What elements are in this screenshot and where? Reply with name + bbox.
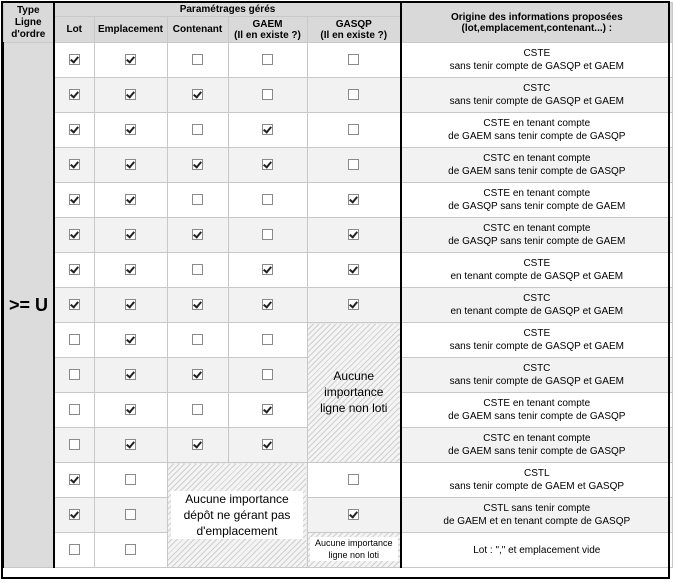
origin-line-1: CSTC: [523, 83, 551, 94]
cell-emplacement: [94, 393, 167, 428]
origin-cell: [401, 463, 672, 498]
origin-line-2: de GAEM et en tenant compte de GASQP: [443, 516, 631, 527]
cell-emplacement: [94, 43, 167, 78]
table-row: [3, 323, 672, 358]
cell-emplacement: [94, 218, 167, 253]
origin-line-1: Lot : "," et emplacement vide: [473, 544, 601, 556]
origin-line-1: CSTC en tenant compte: [483, 223, 591, 234]
cell-contenant: [167, 288, 228, 323]
checkbox-gaem[interactable]: [262, 439, 273, 450]
cell-contenant: [167, 218, 228, 253]
header-lot: Lot: [54, 17, 94, 43]
cell-emplacement: [94, 78, 167, 113]
cell-gaem: [228, 113, 307, 148]
origin-cell: [401, 288, 672, 323]
checkbox-gaem[interactable]: [262, 334, 273, 345]
cell-lot: [54, 498, 94, 533]
origin-cell: [401, 43, 672, 78]
cell-contenant: [167, 253, 228, 288]
header-contenant: Contenant: [167, 17, 228, 43]
checkbox-lot[interactable]: [69, 54, 80, 65]
checkbox-emplacement[interactable]: [125, 439, 136, 450]
checkbox-gaem[interactable]: [262, 264, 273, 275]
checkbox-gaem[interactable]: [262, 299, 273, 310]
header-gaem-sub: (Il en existe ?): [234, 29, 301, 41]
checkbox-emplacement[interactable]: [125, 159, 136, 170]
origin-line-2: de GAEM sans tenir compte de GASQP: [448, 131, 626, 142]
cell-gaem: [228, 358, 307, 393]
cell-lot: [54, 428, 94, 463]
origin-line-2: de GASQP sans tenir compte de GAEM: [448, 201, 626, 212]
cell-emplacement: [94, 428, 167, 463]
cell-lot: [54, 358, 94, 393]
cell-gasqp: [307, 253, 401, 288]
origin-line-2: sans tenir compte de GAEM et GASQP: [449, 481, 625, 492]
cell-gasqp: [307, 113, 401, 148]
origin-line-1: CSTE: [523, 48, 551, 59]
origin-line-1: CSTE en tenant compte: [483, 398, 591, 409]
origin-line-2: sans tenir compte de GASQP et GAEM: [449, 341, 624, 352]
cell-lot: [54, 113, 94, 148]
checkbox-contenant[interactable]: [192, 194, 203, 205]
origin-line-1: CSTL: [524, 468, 550, 479]
cell-gaem: [228, 43, 307, 78]
table-row: [3, 253, 672, 288]
cell-emplacement: [94, 323, 167, 358]
cell-lot: [54, 323, 94, 358]
cell-emplacement: [94, 288, 167, 323]
origin-line-2: sans tenir compte de GASQP et GAEM: [449, 61, 624, 72]
origin-line-2: de GAEM sans tenir compte de GASQP: [448, 411, 626, 422]
note-non-loti-small-text: Aucune importance ligne non loti: [310, 537, 398, 561]
cell-emplacement: [94, 183, 167, 218]
checkbox-gasqp[interactable]: [348, 299, 359, 310]
checkbox-lot[interactable]: [69, 299, 80, 310]
origin-cell: [401, 323, 672, 358]
origin-line-2: en tenant compte de GASQP et GAEM: [450, 271, 624, 282]
cell-contenant: [167, 43, 228, 78]
origin-line-1: CSTC en tenant compte: [483, 433, 591, 444]
checkbox-gasqp[interactable]: [348, 509, 359, 520]
checkbox-gasqp[interactable]: [348, 159, 359, 170]
cell-emplacement: [94, 533, 167, 568]
cell-emplacement: [94, 498, 167, 533]
checkbox-contenant[interactable]: [192, 229, 203, 240]
cell-gasqp: [307, 218, 401, 253]
cell-lot: [54, 218, 94, 253]
cell-contenant: [167, 183, 228, 218]
checkbox-contenant[interactable]: [192, 159, 203, 170]
checkbox-gaem[interactable]: [262, 159, 273, 170]
checkbox-emplacement[interactable]: [125, 194, 136, 205]
checkbox-contenant[interactable]: [192, 369, 203, 380]
origin-line-1: CSTL sans tenir compte: [483, 503, 591, 514]
header-gasqp-sub: (Il en existe ?): [320, 29, 388, 41]
cell-lot: [54, 533, 94, 568]
checkbox-gaem[interactable]: [262, 54, 273, 65]
origin-cell: [401, 428, 672, 463]
checkbox-lot[interactable]: [69, 369, 80, 380]
cell-gaem: [228, 148, 307, 183]
checkbox-emplacement[interactable]: [125, 474, 136, 485]
table-row: [3, 78, 672, 113]
origin-line-2: de GAEM sans tenir compte de GASQP: [448, 446, 626, 457]
checkbox-gaem[interactable]: [262, 369, 273, 380]
table-row: [3, 498, 672, 533]
table-row: [3, 43, 672, 78]
header-group: Paramétrages gérés: [54, 3, 401, 17]
origin-cell: [401, 393, 672, 428]
origin-cell: [401, 148, 672, 183]
checkbox-gaem[interactable]: [262, 89, 273, 100]
origin-line-1: CSTC: [523, 363, 551, 374]
origin-line-1: CSTE en tenant compte: [483, 118, 591, 129]
checkbox-gasqp[interactable]: [348, 54, 359, 65]
cell-gasqp: [307, 78, 401, 113]
note-no-location: [167, 463, 307, 568]
cell-contenant: [167, 148, 228, 183]
checkbox-gasqp[interactable]: [348, 124, 359, 135]
checkbox-lot[interactable]: [69, 124, 80, 135]
origin-line-1: CSTC en tenant compte: [483, 153, 591, 164]
checkbox-contenant[interactable]: [192, 54, 203, 65]
cell-contenant: [167, 78, 228, 113]
origin-line-2: de GASQP sans tenir compte de GAEM: [448, 236, 626, 247]
cell-emplacement: [94, 113, 167, 148]
checkbox-emplacement[interactable]: [125, 229, 136, 240]
checkbox-lot[interactable]: [69, 474, 80, 485]
checkbox-lot[interactable]: [69, 229, 80, 240]
origin-cell: [401, 358, 672, 393]
checkbox-emplacement[interactable]: [125, 89, 136, 100]
checkbox-emplacement[interactable]: [125, 299, 136, 310]
cell-lot: [54, 463, 94, 498]
header-origin: Origine des informations proposées (lot,emplacement,contenant...) :: [401, 3, 672, 43]
origin-line-2: sans tenir compte de GASQP et GAEM: [449, 376, 624, 387]
cell-contenant: [167, 358, 228, 393]
cell-emplacement: [94, 253, 167, 288]
checkbox-lot[interactable]: [69, 544, 80, 555]
cell-gasqp: [307, 43, 401, 78]
checkbox-contenant[interactable]: [192, 439, 203, 450]
cell-gaem: [228, 428, 307, 463]
note-non-loti: [307, 323, 401, 463]
origin-line-1: CSTE en tenant compte: [483, 188, 591, 199]
parameter-matrix: [2, 2, 673, 568]
origin-cell: [401, 78, 672, 113]
cell-gaem: [228, 78, 307, 113]
checkbox-contenant[interactable]: [192, 299, 203, 310]
origin-line-2: de GAEM sans tenir compte de GASQP: [448, 166, 626, 177]
cell-gaem: [228, 218, 307, 253]
checkbox-gasqp[interactable]: [348, 194, 359, 205]
checkbox-lot[interactable]: [69, 194, 80, 205]
cell-lot: [54, 78, 94, 113]
checkbox-lot[interactable]: [69, 439, 80, 450]
cell-lot: [54, 253, 94, 288]
checkbox-lot[interactable]: [69, 334, 80, 345]
header-gaem: [228, 17, 307, 43]
table-row: [3, 288, 672, 323]
checkbox-emplacement[interactable]: [125, 264, 136, 275]
header-type: Type Ligne d'ordre: [3, 3, 54, 43]
origin-cell: [401, 113, 672, 148]
cell-contenant: [167, 323, 228, 358]
checkbox-gaem[interactable]: [262, 124, 273, 135]
checkbox-emplacement[interactable]: [125, 404, 136, 415]
cell-gaem: [228, 393, 307, 428]
origin-cell: [401, 183, 672, 218]
checkbox-contenant[interactable]: [192, 404, 203, 415]
checkbox-contenant[interactable]: [192, 89, 203, 100]
table-row: [3, 148, 672, 183]
checkbox-contenant[interactable]: [192, 264, 203, 275]
origin-line-1: CSTC: [523, 293, 551, 304]
table-row: [3, 113, 672, 148]
table-row: [3, 533, 672, 568]
checkbox-gasqp[interactable]: [348, 89, 359, 100]
note-non-loti-text: Aucune importance ligne non loti: [320, 369, 388, 415]
table-row: [3, 183, 672, 218]
type-value: >= U: [3, 43, 54, 568]
origin-line-1: CSTE: [523, 328, 551, 339]
origin-line-1: CSTE: [523, 258, 551, 269]
cell-emplacement: [94, 148, 167, 183]
origin-cell: [401, 253, 672, 288]
cell-gasqp: [307, 498, 401, 533]
cell-contenant: [167, 428, 228, 463]
checkbox-gasqp[interactable]: [348, 474, 359, 485]
checkbox-emplacement[interactable]: [125, 369, 136, 380]
origin-line-2: en tenant compte de GASQP et GAEM: [450, 306, 624, 317]
cell-gaem: [228, 288, 307, 323]
checkbox-lot[interactable]: [69, 159, 80, 170]
cell-lot: [54, 183, 94, 218]
checkbox-contenant[interactable]: [192, 124, 203, 135]
origin-line-2: sans tenir compte de GASQP et GAEM: [449, 96, 624, 107]
header-emplacement: Emplacement: [94, 17, 167, 43]
origin-cell: [401, 533, 672, 568]
table-row: [3, 218, 672, 253]
header-gasqp-title: GASQP: [335, 18, 372, 30]
checkbox-lot[interactable]: [69, 89, 80, 100]
checkbox-gaem[interactable]: [262, 404, 273, 415]
checkbox-lot[interactable]: [69, 509, 80, 520]
cell-emplacement: [94, 358, 167, 393]
cell-contenant: [167, 393, 228, 428]
note-non-loti-small: [307, 533, 401, 568]
checkbox-lot[interactable]: [69, 404, 80, 415]
checkbox-emplacement[interactable]: [125, 124, 136, 135]
cell-gaem: [228, 253, 307, 288]
checkbox-gasqp[interactable]: [348, 229, 359, 240]
checkbox-emplacement[interactable]: [125, 54, 136, 65]
checkbox-emplacement[interactable]: [125, 544, 136, 555]
note-no-location-text: Aucune importance dépôt ne gérant pas d'emplacement: [171, 491, 303, 539]
cell-lot: [54, 393, 94, 428]
checkbox-emplacement[interactable]: [125, 334, 136, 345]
cell-lot: [54, 288, 94, 323]
cell-lot: [54, 43, 94, 78]
checkbox-emplacement[interactable]: [125, 509, 136, 520]
cell-gasqp: [307, 183, 401, 218]
cell-emplacement: [94, 463, 167, 498]
checkbox-gaem[interactable]: [262, 194, 273, 205]
cell-gaem: [228, 323, 307, 358]
cell-gaem: [228, 183, 307, 218]
cell-gasqp: [307, 148, 401, 183]
origin-cell: [401, 218, 672, 253]
header-gasqp: [307, 17, 401, 43]
table-row: [3, 463, 672, 498]
checkbox-contenant[interactable]: [192, 334, 203, 345]
origin-cell: [401, 498, 672, 533]
checkbox-lot[interactable]: [69, 264, 80, 275]
cell-gasqp: [307, 288, 401, 323]
cell-gasqp: [307, 463, 401, 498]
cell-lot: [54, 148, 94, 183]
header-gaem-title: GAEM: [252, 18, 283, 30]
checkbox-gaem[interactable]: [262, 229, 273, 240]
checkbox-gasqp[interactable]: [348, 264, 359, 275]
cell-contenant: [167, 113, 228, 148]
